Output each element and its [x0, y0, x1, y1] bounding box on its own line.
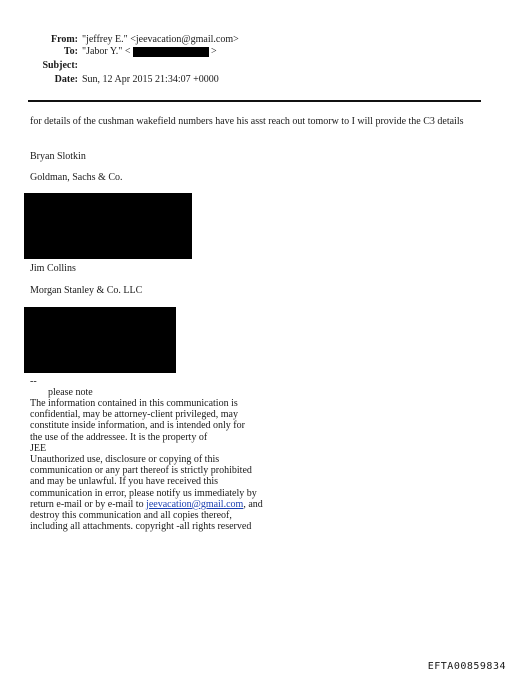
- disclaimer-line: communication or any part thereof is strictly prohibited: [30, 465, 252, 477]
- contact-company-2: Morgan Stanley & Co. LLC: [30, 285, 143, 296]
- message-body: for details of the cushman wakefield numbers have his asst reach out tomorw to I will provide the C3 details: [30, 116, 464, 127]
- redaction-contact-2: [24, 307, 176, 373]
- disclaimer-line: including all attachments. copyright -all rights reserved: [30, 521, 252, 533]
- to-value-end: >: [211, 46, 217, 57]
- redaction-contact-1: [24, 193, 192, 259]
- date-label: Date:: [54, 74, 78, 85]
- contact-name-2: Jim Collins: [30, 263, 76, 274]
- document-id: EFTA00859834: [427, 661, 506, 672]
- disclaimer-line: communication in error, please notify us immediately by: [30, 487, 257, 499]
- date-value: Sun, 12 Apr 2015 21:34:07 +0000: [82, 74, 219, 85]
- signature-separator: --: [30, 376, 37, 387]
- disclaimer-line: the use of the addressee. It is the property of: [30, 431, 208, 443]
- disclaimer-line: destroy this communication and all copies thereof,: [30, 510, 232, 522]
- disclaimer-line: The information contained in this communication is: [30, 398, 238, 409]
- email-link[interactable]: jeevacation@gmail.com: [146, 498, 244, 510]
- return-suffix: , and: [243, 498, 263, 510]
- contact-company-1: Goldman, Sachs & Co.: [30, 172, 123, 183]
- redaction-to-address: [133, 47, 209, 57]
- disclaimer-line: Unauthorized use, disclosure or copying of this: [30, 454, 220, 466]
- contact-name-1: Bryan Slotkin: [30, 151, 86, 162]
- to-value-start: "Jabor Y." <: [82, 46, 131, 57]
- from-value: "jeffrey E." <jeevacation@gmail.com>: [82, 34, 239, 45]
- disclaimer-line: and may be unlawful. If you have received this: [30, 476, 218, 488]
- disclaimer-line: JEE: [30, 442, 47, 454]
- disclaimer-line: [30, 499, 290, 510]
- disclaimer-line: constitute inside information, and is intended only for: [30, 420, 245, 432]
- header-divider: [28, 100, 481, 102]
- disclaimer-line: confidential, may be attorney-client privileged, may: [30, 409, 238, 421]
- from-label: From:: [50, 34, 78, 45]
- please-note: please note: [48, 387, 93, 398]
- return-prefix: return e-mail or by e-mail to: [30, 498, 147, 510]
- subject-label: Subject:: [42, 60, 78, 71]
- email-header: [0, 0, 512, 100]
- disclaimer-text: [30, 398, 290, 532]
- to-label: To:: [63, 46, 78, 57]
